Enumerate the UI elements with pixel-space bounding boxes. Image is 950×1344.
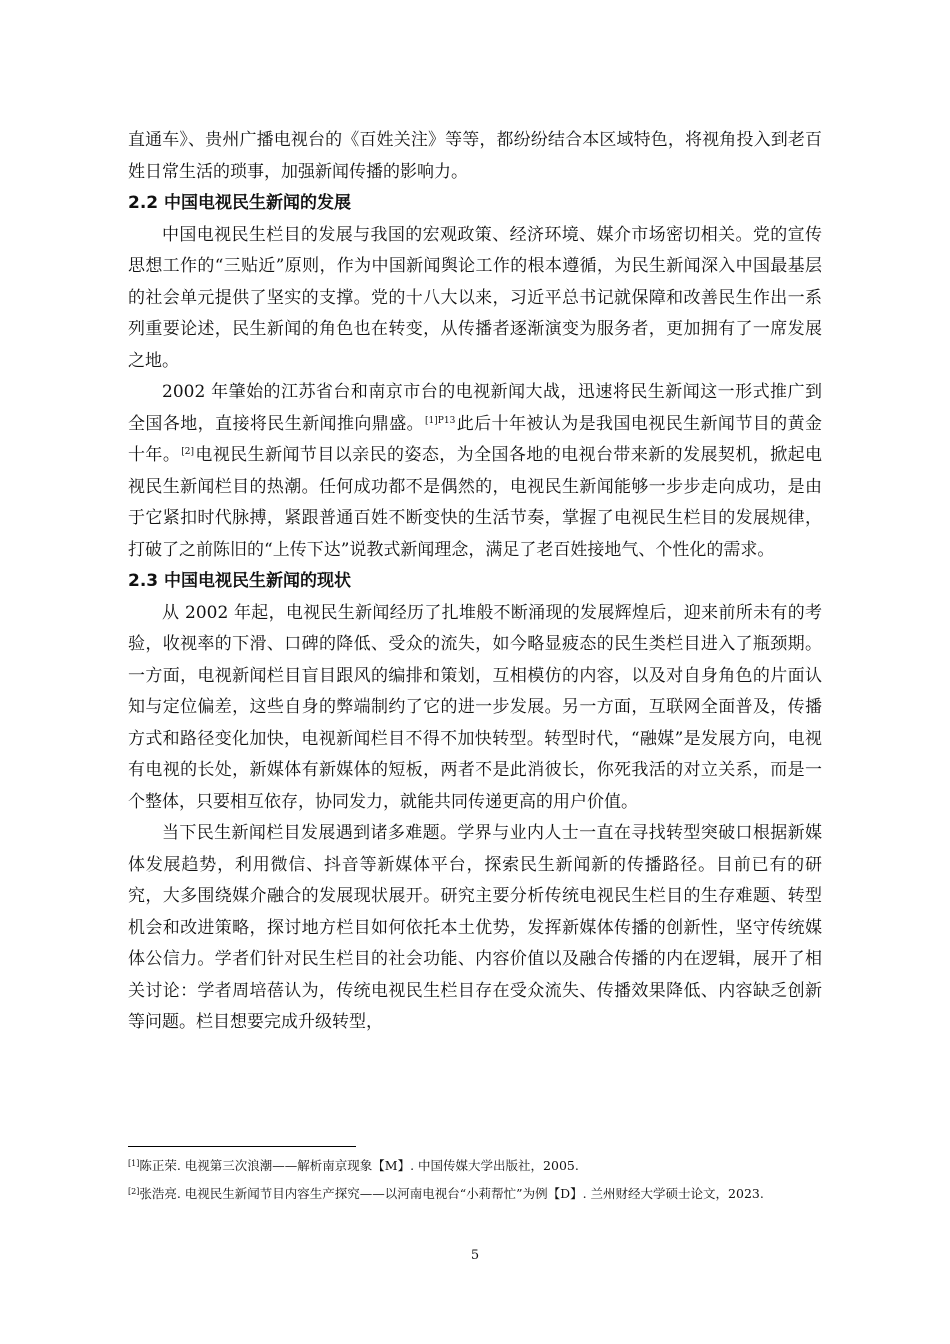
paragraph-2-part-a: 2002 年肇始的江苏省台和南京市台的电视新闻大战，迅速将民生新闻这一形式推广到全国各地，直接将民生新闻推向鼎盛。 [128, 382, 822, 434]
footnote-1-text: 陈正荣. 电视第三次浪潮——解析南京现象【M】. 中国传媒大学出版社，2005. [139, 1158, 579, 1173]
paragraph-4: 当下民生新闻栏目发展遇到诸多难题。学界与业内人士一直在寻找转型突破口根据新媒体发展趋势，利用微信、抖音等新媒体平台，探索民生新闻新的传播路径。目前已有的研究，大多围绕媒介融合的发展现状展开。研究主要分析传统电视民生栏目的生存难题、转型机会和改进策略，探讨地方栏目如何依托本土优势，发挥新媒体传播的创新性，坚守传统媒体公信力。学者们针对民生栏目的社会功能、内容价值以及融合传播的内在逻辑，展开了相关讨论：学者周培蓓认为，传统电视民生栏目存在受众流失、传播效果降低、内容缺乏创新等问题。栏目想要完成升级转型， [128, 823, 822, 1032]
paragraph-2 [128, 377, 822, 566]
footnote-2-mark: [2] [128, 1187, 140, 1196]
page-number: 5 [470, 1248, 480, 1263]
section-heading-2-2: 2.2 中国电视民生新闻的发展 [128, 193, 352, 213]
footnote-2 [128, 1184, 822, 1204]
footnote-1 [128, 1156, 822, 1176]
paragraph-1: 中国电视民生栏目的发展与我国的宏观政策、经济环境、媒介市场密切相关。党的宣传思想工作的“三贴近”原则，作为中国新闻舆论工作的根本遵循，为民生新闻深入中国最基层的社会单元提供了坚实的支撑。党的十八大以来，习近平总书记就保障和改善民生作出一系列重要论述，民生新闻的角色也在转变，从传播者逐渐演变为服务者，更加拥有了一席发展之地。 [128, 224, 822, 371]
footnote-divider [128, 1146, 356, 1147]
paragraph-3: 从 2002 年起，电视民生新闻经历了扎堆般不断涌现的发展辉煌后，迎来前所未有的考验，收视率的下滑、口碑的降低、受众的流失，如今略显疲态的民生类栏目进入了瓶颈期。一方面，电视新闻栏目盲目跟风的编排和策划，互相模仿的内容，以及对自身角色的片面认知与定位偏差，这些自身的弊端制约了它的进一步发展。另一方面，互联网全面普及，传播方式和路径变化加快，电视新闻栏目不得不加快转型。转型时代，“融媒”是发展方向，电视有电视的长处，新媒体有新媒体的短板，两者不是此消彼长，你死我活的对立关系，而是一个整体，只要相互依存，协同发力，就能共同传递更高的用户价值。 [128, 602, 822, 812]
paragraph-0: 直通车》、贵州广播电视台的《百姓关注》等等，都纷纷结合本区域特色，将视角投入到老百姓日常生活的琐事，加强新闻传播的影响力。 [128, 130, 822, 182]
footnote-2-text: 张浩亮. 电视民生新闻节目内容生产探究——以河南电视台“小莉帮忙”为例【D】. 兰州财经大学硕士论文，2023. [139, 1186, 764, 1201]
paragraph-2-part-b: 此后十年被认为是我国电视民生新闻节目的黄金十年。 [128, 413, 823, 465]
section-heading-2-3: 2.3 中国电视民生新闻的现状 [128, 571, 352, 591]
body-text [128, 125, 822, 1039]
citation-2: [2] [181, 447, 194, 457]
citation-1: [1]P13 [425, 415, 456, 426]
footnote-1-mark: [1] [128, 1159, 140, 1168]
paragraph-2-part-c: 电视民生新闻节目以亲民的姿态，为全国各地的电视台带来新的发展契机，掀起电视民生新闻栏目的热潮。任何成功都不是偶然的，电视民生新闻能够一步步走向成功，是由于它紧扣时代脉搏，紧跟普通百姓不断变快的生活节奏，掌握了电视民生栏目的发展规律，打破了之前陈旧的“上传下达”说教式新闻理念，满足了老百姓接地气、个性化的需求。 [128, 445, 822, 560]
